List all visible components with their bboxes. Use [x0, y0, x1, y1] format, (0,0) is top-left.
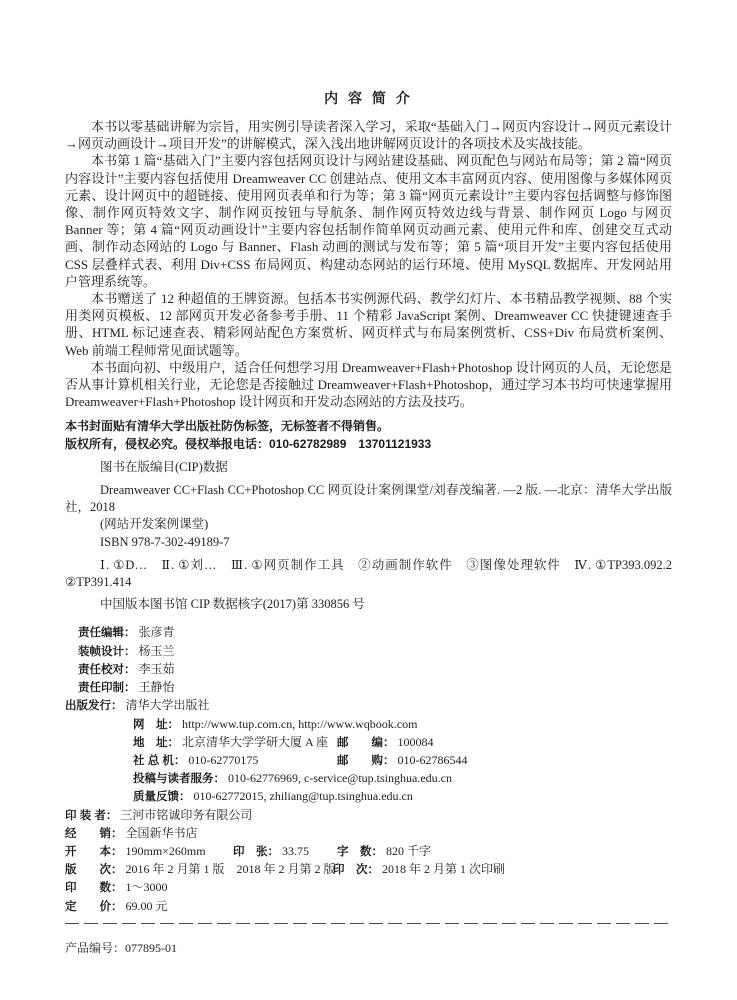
cip-header: 图书在版编目(CIP)数据	[100, 459, 228, 474]
publisher-switchboard-row	[133, 752, 672, 770]
cip-series: (网站开发案例课堂)	[100, 517, 209, 532]
intro-paragraph-3: 本书赠送了 12 种超值的王牌资源。包括本书实例源代码、教学幻灯片、本书精品教学视频、88 个实用类网页模板、12 部网页开发必备参考手册、11 个精彩 JavaScript 案例、Dreamweaver CC 快捷键速查手册、HTML 标记速查表、精彩网站配色方案赏析、网页样式与布局案例赏析、CSS+Div 布局赏析案例、Web 前端工程师常见面试题等。	[65, 291, 672, 358]
mail-order-label: 邮 购：	[337, 754, 395, 767]
separator-line	[65, 923, 672, 924]
cip-isbn: ISBN 978-7-302-49189-7	[100, 534, 230, 549]
staff-row-proofreader	[78, 661, 672, 679]
staff-row-print-supervisor	[78, 679, 672, 697]
staff-value: 李玉茹	[138, 661, 175, 676]
cip-block	[65, 459, 672, 614]
printing-run-value: 2018 年 2 月第 1 次印刷	[382, 862, 506, 877]
anti-piracy-notice	[65, 418, 672, 452]
staff-label: 责任编辑：	[78, 627, 136, 640]
distributor-row	[65, 825, 672, 843]
product-number-row	[65, 940, 672, 957]
sheets-value: 33.75	[282, 843, 309, 858]
quality-feedback-label: 质量反馈：	[133, 791, 191, 804]
edition-value: 2016 年 2 月第 1 版 2018 年 2 月第 2 版	[125, 862, 336, 877]
publisher-name: 清华大学出版社	[125, 698, 210, 713]
staff-label: 责任印制：	[78, 682, 136, 695]
reader-service-row	[133, 770, 672, 788]
address-value: 北京清华大学学研大厦 A 座	[182, 734, 329, 749]
staff-label: 装帧设计：	[78, 645, 136, 658]
quality-feedback-row	[133, 788, 672, 806]
credits-block	[65, 624, 672, 915]
postcode-label: 邮 编：	[337, 736, 395, 749]
edition-row	[65, 861, 672, 879]
postcode-value: 100084	[397, 734, 434, 749]
printing-run-label: 印 次：	[333, 864, 379, 877]
price-value: 69.00 元	[125, 898, 168, 913]
impression-value: 1～3000	[125, 880, 168, 895]
publisher-row	[65, 697, 672, 715]
staff-value: 王静怡	[138, 680, 175, 695]
reader-service-value: 010-62776969, c-service@tup.tsinghua.edu.cn	[228, 771, 452, 786]
anti-piracy-line: 本书封面贴有清华大学出版社防伪标签，无标签者不得销售。	[65, 419, 390, 434]
staff-row-editor	[78, 624, 672, 642]
distributor-value: 全国新华书店	[125, 825, 198, 840]
wordcount-label: 字 数：	[337, 845, 383, 858]
intro-paragraph-2: 本书第 1 篇“基础入门”主要内容包括网页设计与网站建设基础、网页配色与网站布局等；第 2 篇“网页内容设计”主要内容包括使用 Dreamweaver CC 创建站点、使用文本丰富网页内容、使用图像与多媒体网页元素、设计网页中的超链接、使用网页表单和行为等；第 3 篇“网页元素设计”主要内容包括调整与修饰图像、制作网页特效文字、制作网页按钮与导航条、制作网页特效边线与背景、制作网页 Logo 与网页 Banner 等；第 4 篇“网页动画设计”主要内容包括制作简单网页动画元素、使用元件和库、创建交互式动画、制作动态网站的 Logo 与 Banner、Flash 动画的测试与发布等；第 5 篇“项目开发”主要内容包括使用 CSS 层叠样式表、利用 Div+CSS 布局网页、构建动态网站的运行环境、使用 MySQL 数据库、开发网站用户管理系统等。	[65, 153, 672, 289]
price-row	[65, 898, 672, 916]
switchboard-label: 社 总 机：	[133, 754, 186, 767]
impression-label: 印 数：	[65, 882, 123, 895]
copyright-hotline-line: 版权所有，侵权必究。侵权举报电话：010-62782989 13701121933	[65, 436, 432, 451]
format-value: 190mm×260mm	[125, 843, 206, 858]
staff-value: 张彦青	[138, 625, 175, 640]
edition-label: 版 次：	[65, 864, 123, 877]
intro-paragraph-1: 本书以零基础讲解为宗旨，用实例引导读者深入学习，采取“基础入门→网页内容设计→网页元素设计→网页动画设计→项目开发”的讲解模式，深入浅出地讲解网页设计的各项技术及实战技能。	[65, 119, 672, 152]
switchboard-value: 010-62770175	[188, 752, 259, 767]
quality-feedback-value: 010-62772015, zhiliang@tup.tsinghua.edu.cn	[193, 789, 413, 804]
website-label: 网 址：	[133, 718, 179, 731]
format-label: 开 本：	[65, 845, 123, 858]
printer-label: 印 装 者：	[65, 809, 118, 822]
cip-record-number: 中国版本图书馆 CIP 数据核字(2017)第 330856 号	[100, 597, 365, 612]
sheets-label: 印 张：	[233, 845, 279, 858]
address-label: 地 址：	[133, 736, 179, 749]
intro-paragraph-4: 本书面向初、中级用户，适合任何想学习用 Dreamweaver+Flash+Photoshop 设计网页的人员，无论您是否从事计算机相关行业，无论您是否接触过 Dreamweaver+Flash+Photoshop，通过学习本书均可快速掌握用 Dreamweaver+Flash+Photoshop 设计网页和开发动态网站的方法及技巧。	[65, 359, 672, 410]
printer-row	[65, 807, 672, 825]
page-title: 内 容 简 介	[324, 90, 413, 106]
price-label: 定 价：	[65, 900, 123, 913]
mail-order-value: 010-62786544	[397, 752, 468, 767]
product-number-label: 产品编号：	[65, 940, 126, 955]
publisher-address-row	[133, 734, 672, 752]
publisher-website-row	[133, 716, 672, 734]
cip-description: Dreamweaver CC+Flash CC+Photoshop CC 网页设计案例课堂/刘春茂编著. —2 版. —北京：清华大学出版社，2018	[65, 483, 672, 515]
publisher-label: 出版发行：	[65, 700, 123, 713]
product-number-value: 077895-01	[125, 940, 178, 955]
printer-value: 三河市铭诚印务有限公司	[120, 807, 253, 822]
reader-service-label: 投稿与读者服务：	[133, 773, 225, 786]
website-value: http://www.tup.com.cn, http://www.wqbook.com	[182, 716, 418, 731]
impression-row	[65, 879, 672, 897]
staff-value: 杨玉兰	[138, 643, 175, 658]
format-row	[65, 843, 672, 861]
staff-label: 责任校对：	[78, 663, 136, 676]
cip-classification: Ⅰ. ①D… Ⅱ. ①刘… Ⅲ. ①网页制作工具 ②动画制作软件 ③图像处理软件 Ⅳ. ①TP393.092.2 ②TP391.414	[65, 557, 672, 590]
distributor-label: 经 销：	[65, 827, 123, 840]
staff-row-designer	[78, 643, 672, 661]
wordcount-value: 820 千字	[386, 843, 432, 858]
